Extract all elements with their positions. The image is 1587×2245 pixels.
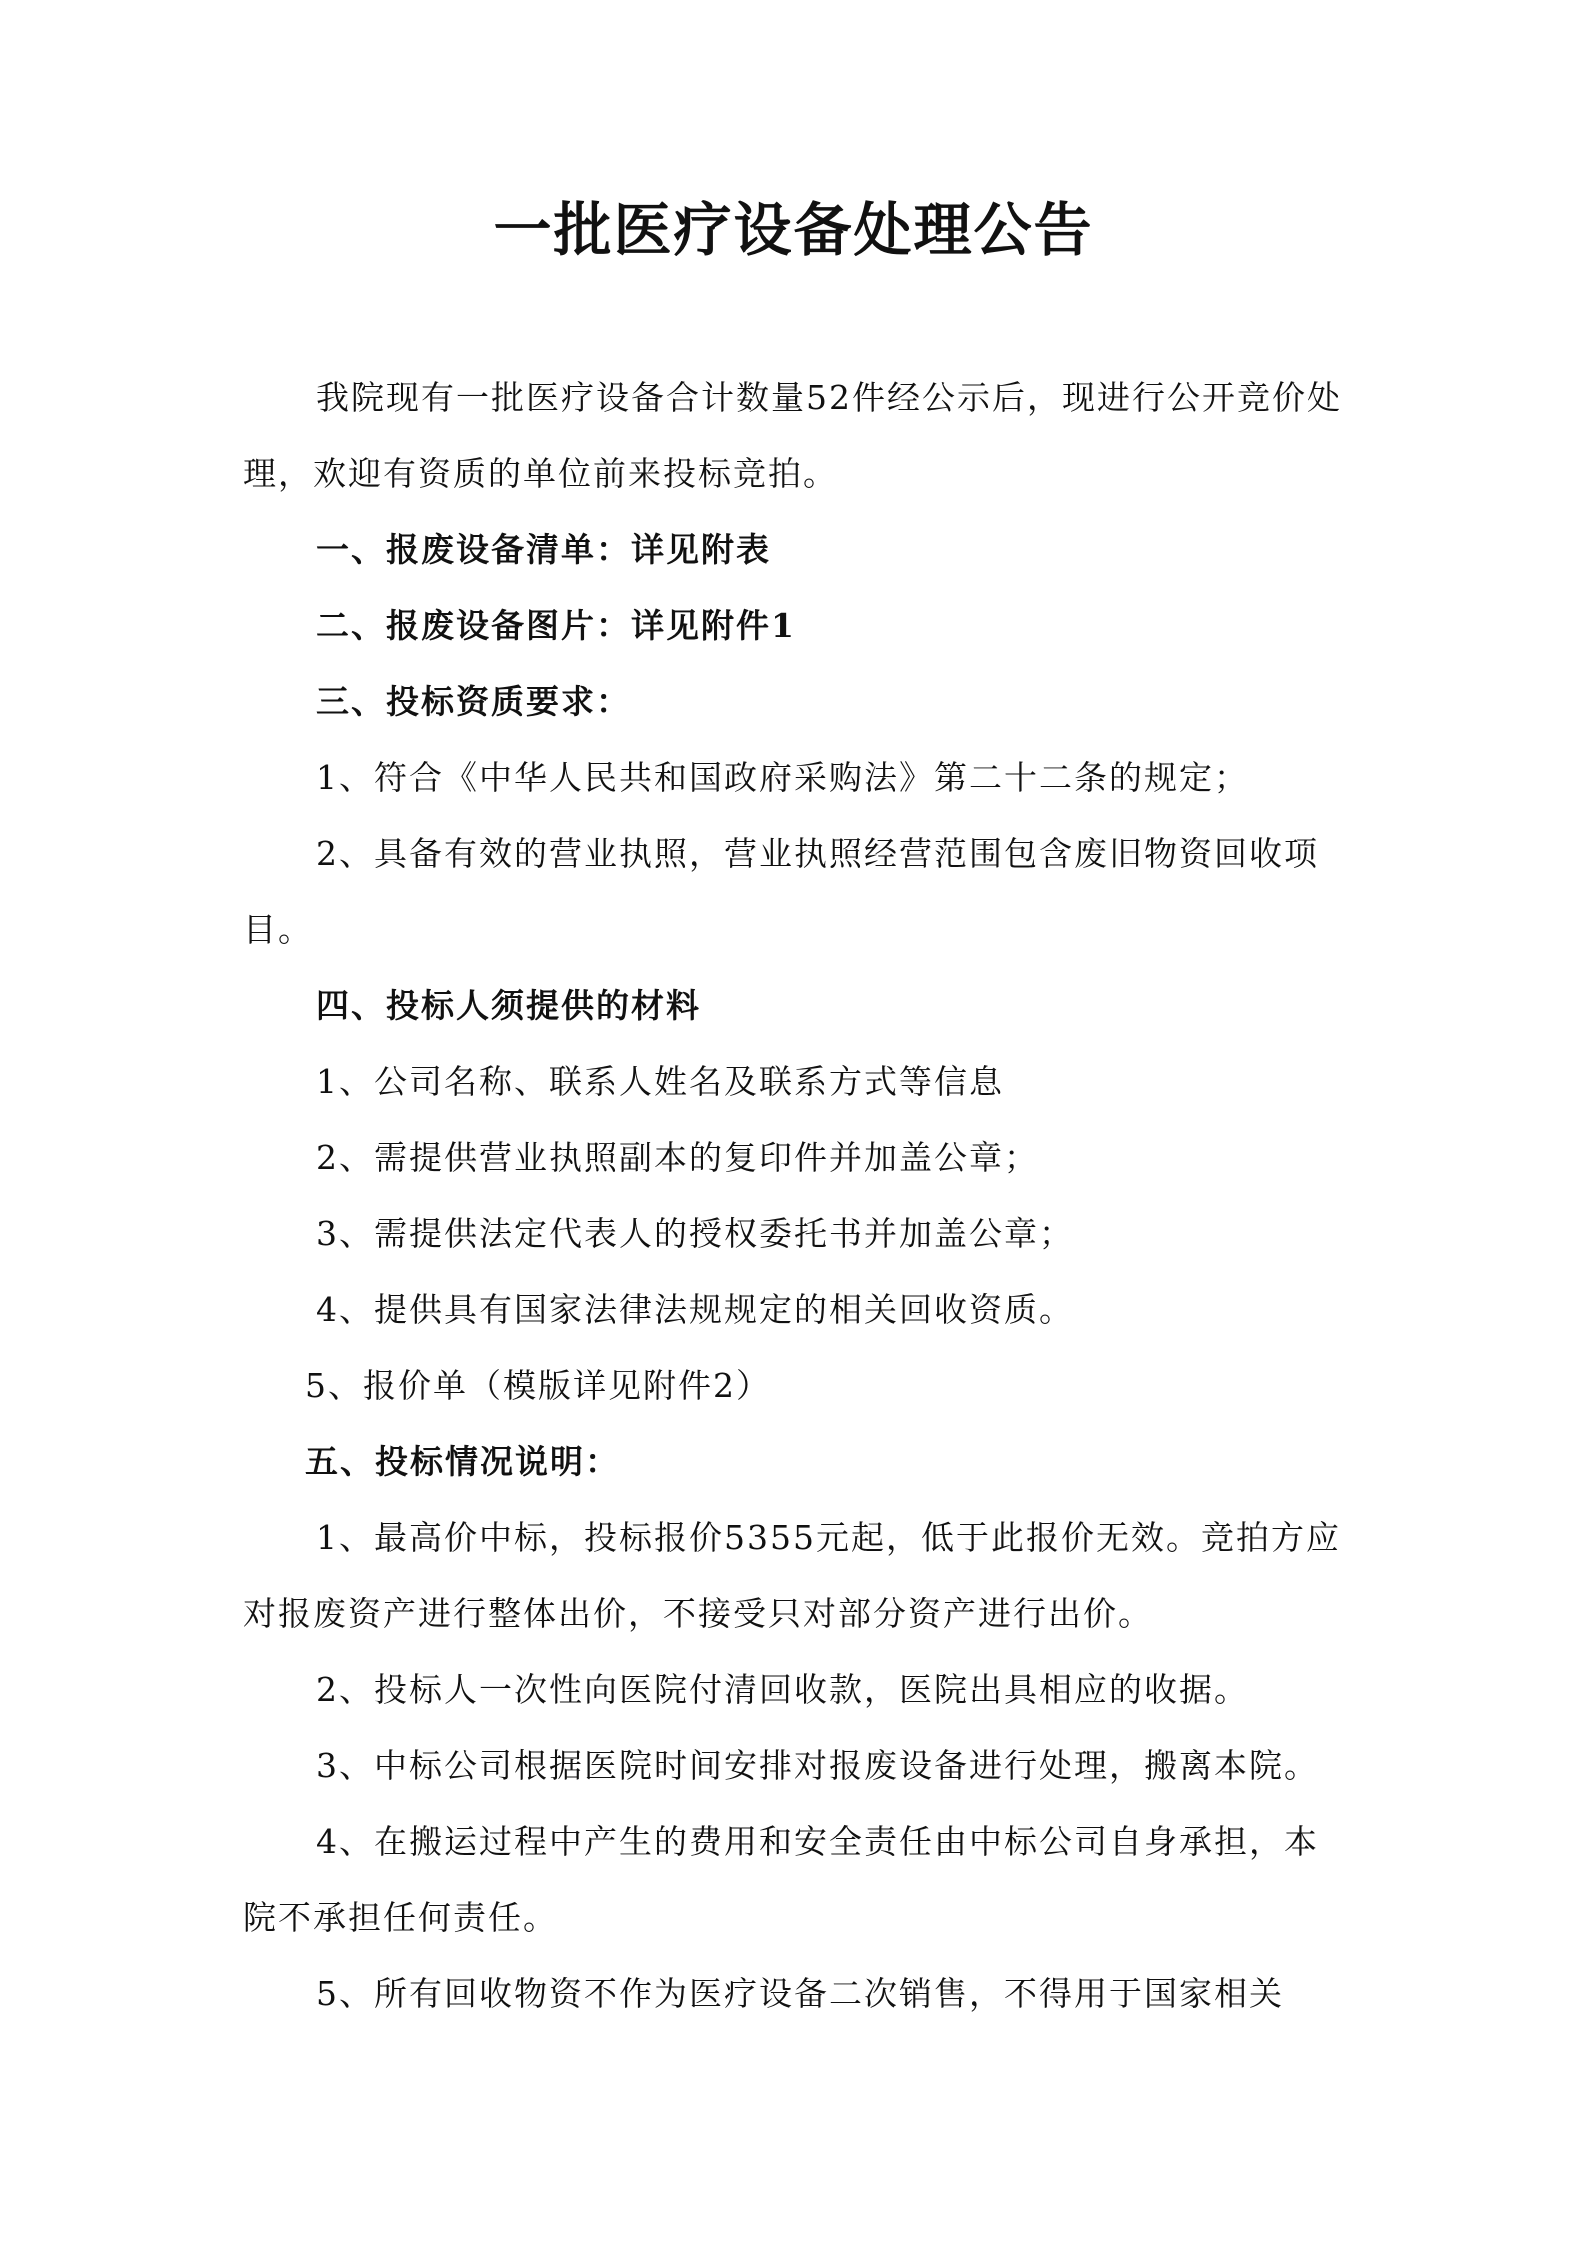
page-title: 一批医疗设备处理公告	[493, 196, 1094, 264]
section-5-item: 4、在搬运过程中产生的费用和安全责任由中标公司自身承担，本院不承担任何责任。	[243, 1822, 1319, 1937]
section-5-heading: 五、投标情况说明：	[305, 1442, 620, 1481]
section-5-item: 3、中标公司根据医院时间安排对报废设备进行处理，搬离本院。	[316, 1746, 1319, 1785]
section-5-item: 2、投标人一次性向医院付清回收款，医院出具相应的收据。	[316, 1670, 1249, 1709]
section-3-heading: 三、投标资质要求：	[316, 682, 631, 721]
document-body	[243, 360, 1343, 2032]
section-4-item: 4、提供具有国家法律法规规定的相关回收资质。	[316, 1290, 1074, 1329]
intro-paragraph: 我院现有一批医疗设备合计数量52件经公示后，现进行公开竞价处理，欢迎有资质的单位前来投标竞拍。	[243, 378, 1342, 493]
section-2-heading: 二、报废设备图片：详见附件1	[316, 606, 796, 645]
section-1-heading: 一、报废设备清单：详见附表	[316, 530, 771, 569]
section-3-item: 1、符合《中华人民共和国政府采购法》第二十二条的规定；	[316, 758, 1249, 797]
section-4-item: 1、公司名称、联系人姓名及联系方式等信息	[316, 1062, 1004, 1101]
section-4-item: 3、需提供法定代表人的授权委托书并加盖公章；	[316, 1214, 1074, 1253]
section-4-heading: 四、投标人须提供的材料	[316, 986, 701, 1025]
section-4-item: 5、报价单（模版详见附件2）	[305, 1366, 771, 1405]
section-5-item: 1、最高价中标，投标报价5355元起，低于此报价无效。竞拍方应对报废资产进行整体出价，不接受只对部分资产进行出价。	[243, 1518, 1341, 1633]
section-5-item: 5、所有回收物资不作为医疗设备二次销售，不得用于国家相关	[316, 1974, 1284, 2013]
section-4-item: 2、需提供营业执照副本的复印件并加盖公章；	[316, 1138, 1039, 1177]
section-3-item: 2、具备有效的营业执照，营业执照经营范围包含废旧物资回收项目。	[243, 834, 1319, 949]
